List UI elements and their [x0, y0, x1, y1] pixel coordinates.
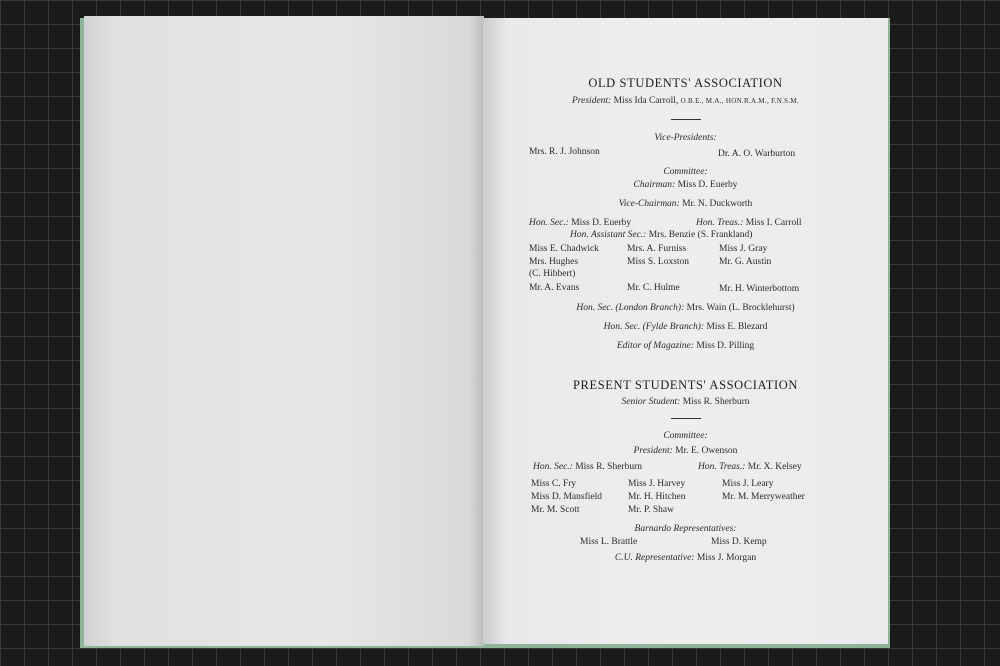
psa-president-line: [483, 446, 888, 456]
psa-hon-sec-name: Miss R. Sherburn: [575, 462, 642, 472]
osa-fylde-line: [483, 322, 888, 332]
osa-member: Miss J. Gray: [719, 244, 768, 254]
osa-london-line: [483, 303, 888, 313]
osa-london-label: Hon. Sec. (London Branch):: [576, 303, 685, 313]
osa-chairman-label: Chairman:: [633, 180, 676, 190]
osa-chairman-name: Miss D. Euerby: [677, 180, 738, 190]
osa-chairman-line: [483, 180, 888, 190]
osa-president-quals: O.B.E., M.A., HON.R.A.M., F.N.S.M.: [680, 97, 799, 105]
psa-member: Miss J. Harvey: [628, 479, 686, 489]
osa-editor-line: [483, 341, 888, 351]
osa-title: OLD STUDENTS' ASSOCIATION: [588, 76, 783, 90]
psa-member: Miss C. Fry: [531, 479, 577, 489]
psa-member: Mr. P. Shaw: [628, 505, 674, 515]
osa-member: Mrs. Hughes: [529, 257, 579, 267]
psa-committee-label: Committee:: [663, 431, 708, 441]
psa-title: PRESENT STUDENTS' ASSOCIATION: [572, 378, 798, 392]
osa-vp-right: Dr. A. O. Warburton: [718, 149, 796, 159]
osa-hon-sec-label: Hon. Sec.:: [529, 218, 569, 228]
psa-president-name: Mr. E. Owenson: [675, 446, 738, 456]
osa-member: (C. Hibbert): [529, 269, 576, 279]
psa-cu-label: C.U. Representative:: [614, 553, 695, 563]
osa-member: Mr. C. Hulme: [627, 283, 680, 293]
psa-barnardo-right: Miss D. Kemp: [711, 537, 767, 547]
psa-hon-treas-name: Mr. X. Kelsey: [747, 462, 802, 472]
right-page: [483, 18, 888, 644]
osa-member: Miss E. Chadwick: [529, 244, 599, 254]
osa-asst-sec-name: Mrs. Benzie (S. Frankland): [648, 230, 753, 240]
osa-vice-chairman-label: Vice-Chairman:: [618, 199, 680, 209]
psa-cu-line: [483, 553, 888, 563]
osa-fylde-label: Hon. Sec. (Fylde Branch):: [603, 322, 705, 332]
osa-hon-treas-name: Miss I. Carroll: [745, 218, 802, 228]
blank-left-page: [84, 16, 484, 646]
osa-fylde-name: Miss E. Blezard: [706, 322, 768, 332]
psa-president-label: President:: [633, 446, 673, 456]
osa-member: Mr. A. Evans: [529, 283, 580, 293]
divider: [671, 418, 701, 419]
psa-cu-name: Miss J. Morgan: [696, 553, 757, 563]
osa-hon-sec: [529, 218, 631, 228]
osa-editor-label: Editor of Magazine:: [616, 341, 694, 351]
osa-vp-left: Mrs. R. J. Johnson: [529, 147, 600, 157]
psa-senior-label: Senior Student:: [621, 397, 681, 407]
osa-president-label: President:: [572, 96, 612, 106]
osa-vice-chairman-line: [483, 199, 888, 209]
osa-vp-label: Vice-Presidents:: [654, 133, 717, 143]
divider: [671, 119, 701, 120]
osa-member: Miss S. Loxston: [627, 257, 690, 267]
osa-member: Mrs. A. Furniss: [627, 244, 687, 254]
psa-senior-name: Miss R. Sherburn: [682, 397, 750, 407]
osa-london-name: Mrs. Wain (L. Brocklehurst): [686, 303, 795, 313]
psa-member: Mr. M. Merryweather: [722, 492, 805, 502]
osa-hon-sec-name: Miss D. Euerby: [571, 218, 632, 228]
psa-barnardo-left: Miss L. Brattle: [580, 537, 638, 547]
psa-barnardo-label: Barnardo Representatives:: [634, 524, 737, 534]
osa-asst-sec-label: Hon. Assistant Sec.:: [570, 230, 647, 240]
osa-vice-chairman-name: Mr. N. Duckworth: [682, 199, 753, 209]
psa-senior-line: [483, 397, 888, 407]
psa-hon-treas: [698, 462, 802, 472]
psa-hon-sec-label: Hon. Sec.:: [533, 462, 573, 472]
osa-member: Mr. H. Winterbottom: [719, 284, 800, 294]
psa-member: Mr. H. Hitchen: [628, 492, 686, 502]
osa-editor-name: Miss D. Pilling: [696, 341, 755, 351]
psa-hon-treas-label: Hon. Treas.:: [698, 462, 746, 472]
osa-hon-treas: [696, 218, 801, 228]
osa-asst-sec: [570, 230, 752, 240]
osa-president-name: Miss Ida Carroll,: [613, 96, 679, 106]
osa-hon-treas-label: Hon. Treas.:: [696, 218, 744, 228]
osa-president-line: [483, 96, 888, 106]
osa-member: Mr. G. Austin: [719, 257, 772, 267]
osa-committee-label: Committee:: [663, 167, 708, 177]
psa-member: Miss J. Leary: [722, 479, 774, 489]
psa-member: Miss D. Mansfield: [531, 492, 602, 502]
psa-hon-sec: [533, 462, 642, 472]
psa-member: Mr. M. Scott: [531, 505, 580, 515]
